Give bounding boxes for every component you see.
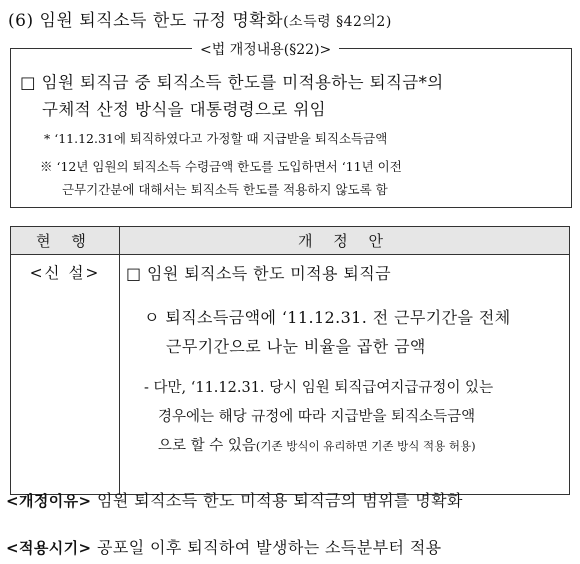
new-line5: 경우에는 해당 규정에 따라 지급받을 퇴직소득금액: [158, 409, 476, 425]
new-line1: □ 임원 퇴직소득 한도 미적용 퇴직금: [126, 264, 391, 283]
box-footnote: * ‘11.12.31에 퇴직하였다고 가정할 때 지급받을 퇴직소득금액: [44, 131, 388, 146]
timing-label: <적용시기>: [6, 539, 92, 557]
new-line3: 근무기간으로 나눈 비율을 곱한 금액: [166, 337, 426, 356]
new-cell: [120, 255, 570, 495]
box-bullet-line2: 구체적 산정 방식을 대통령령으로 위임: [42, 100, 327, 119]
new-line6-note: (기존 방식이 유리하면 기존 방식 적용 허용): [255, 439, 476, 453]
header-current: 현 행: [11, 227, 120, 255]
timing-text: 공포일 이후 퇴직하여 발생하는 소득분부터 적용: [91, 538, 442, 557]
box-remark-line1: ※ ‘12년 임원의 퇴직소득 수령금액 한도를 도입하면서 ‘11년 이전: [40, 159, 402, 174]
current-cell: <신 설>: [11, 255, 120, 495]
box-bullet-line1: □ 임원 퇴직금 중 퇴직소득 한도를 미적용하는 퇴직금*의: [20, 73, 444, 92]
reason-paragraph: [6, 488, 463, 511]
section-title-main: (6) 임원 퇴직소득 한도 규정 명확화: [8, 11, 284, 31]
section-title-ref: (소득령 §42의2): [283, 14, 392, 30]
comparison-table: [10, 226, 570, 495]
reason-label: <개정이유>: [6, 492, 92, 510]
new-line6-text: 으로 할 수 있음: [158, 438, 256, 454]
box-remark-line2: 근무기간분에 대해서는 퇴직소득 한도를 적용하지 않도록 함: [62, 182, 388, 197]
reason-text: 임원 퇴직소득 한도 미적용 퇴직금의 범위를 명확화: [91, 491, 463, 510]
section-title: [8, 6, 392, 31]
new-line2: ㅇ 퇴직소득금액에 ‘11.12.31. 전 근무기간을 전체: [144, 308, 511, 327]
timing-paragraph: [6, 535, 442, 558]
new-line4: - 다만, ‘11.12.31. 당시 임원 퇴직급여지급규정이 있는: [144, 380, 494, 396]
box-label: <법 개정내용(§22)>: [192, 39, 339, 59]
new-line6: [158, 434, 476, 455]
header-new: 개 정 안: [120, 227, 570, 255]
